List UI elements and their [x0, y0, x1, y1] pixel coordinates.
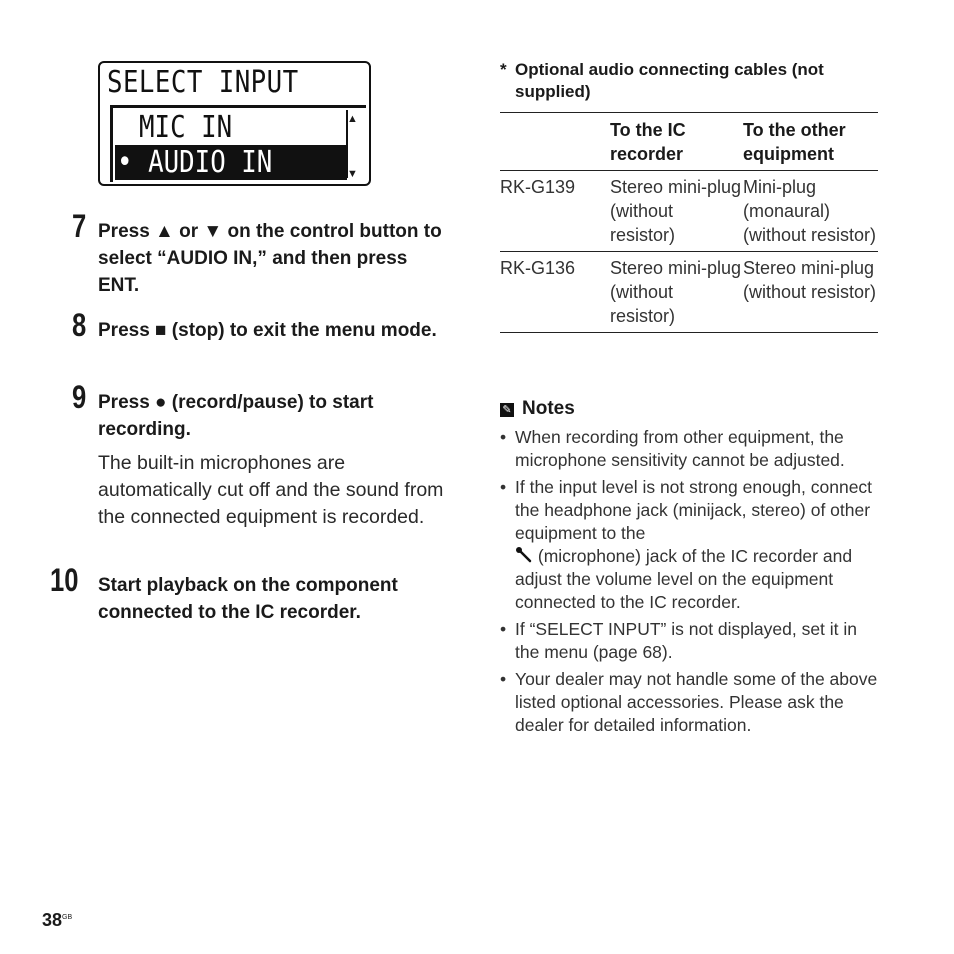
table-header-row — [500, 113, 878, 171]
table-footnote — [500, 59, 878, 103]
note-text: Your dealer may not handle some of the above listed optional accessories. Please ask the dealer for detailed information. — [515, 669, 878, 735]
page-number-value: 38 — [42, 910, 63, 930]
step-number: 10 — [50, 562, 79, 598]
microphone-icon — [515, 546, 533, 564]
notes-heading — [500, 398, 575, 420]
note-text: When recording from other equipment, the microphone sensitivity cannot be adjusted. — [515, 427, 845, 470]
table-header — [500, 113, 610, 171]
step-9 — [72, 379, 448, 443]
table-cell: Stereo mini-plug (without resistor) — [610, 252, 743, 333]
notes-list — [500, 426, 878, 741]
step-7 — [72, 208, 448, 299]
note-text-continued: (microphone) jack of the IC recorder and adjust the volume level on the equipment connected to the IC recorder. — [515, 546, 853, 612]
step-text: Press ■ (stop) to exit the menu mode. — [98, 320, 437, 341]
list-item — [500, 476, 878, 614]
step-number: 8 — [72, 307, 87, 343]
lcd-option-mic-in: MIC IN — [139, 110, 233, 145]
step-text: Press ● (record/pause) to start recording. — [98, 392, 374, 440]
step-9-description: The built-in microphones are automatically cut off and the sound from the connected equipment is recorded. — [98, 452, 444, 528]
lcd-title: SELECT INPUT — [107, 65, 299, 100]
table-cell: RK-G139 — [500, 171, 610, 252]
lcd-menu-window — [110, 105, 366, 182]
cables-table — [500, 112, 878, 333]
lcd-display — [98, 61, 371, 186]
table-row — [500, 171, 878, 252]
list-item — [500, 426, 878, 472]
step-number: 7 — [72, 208, 87, 244]
footnote-marker: * — [500, 60, 507, 79]
scroll-up-arrow-icon: ▲ — [347, 113, 358, 125]
bullet: • — [500, 427, 507, 447]
step-8 — [72, 307, 448, 344]
step-text: Press ▲ or ▼ on the control button to select “AUDIO IN,” and then press ENT. — [98, 221, 442, 296]
note-icon: ✎ — [500, 403, 514, 417]
step-10 — [50, 562, 448, 626]
table-cell: Stereo mini-plug (without resistor) — [743, 252, 878, 333]
list-item — [500, 618, 878, 664]
table-cell: RK-G136 — [500, 252, 610, 333]
list-item — [500, 668, 878, 737]
notes-heading-text: Notes — [522, 398, 575, 419]
note-text: If “SELECT INPUT” is not displayed, set it in the menu (page 68). — [515, 619, 858, 662]
note-text: If the input level is not strong enough, connect the headphone jack (minijack, stereo) of other equipment to the — [515, 477, 873, 543]
page-number-suffix: GB — [62, 914, 73, 921]
table-cell: Stereo mini-plug (without resistor) — [610, 171, 743, 252]
scroll-down-arrow-icon: ▼ — [347, 168, 358, 180]
bullet: • — [500, 619, 507, 639]
page-number — [42, 910, 72, 931]
table-cell: Mini-plug (monaural) (without resistor) — [743, 171, 878, 252]
bullet: • — [500, 477, 507, 497]
table-header: To the other equipment — [743, 113, 878, 171]
step-number: 9 — [72, 379, 87, 415]
lcd-option-audio-in: • AUDIO IN — [117, 145, 273, 180]
lcd-scrollbar — [346, 108, 360, 180]
table-row — [500, 252, 878, 333]
step-text: Start playback on the component connected to the IC recorder. — [98, 575, 398, 623]
bullet: • — [500, 669, 507, 689]
footnote-text: Optional audio connecting cables (not supplied) — [515, 60, 824, 101]
table-header: To the IC recorder — [610, 113, 743, 171]
